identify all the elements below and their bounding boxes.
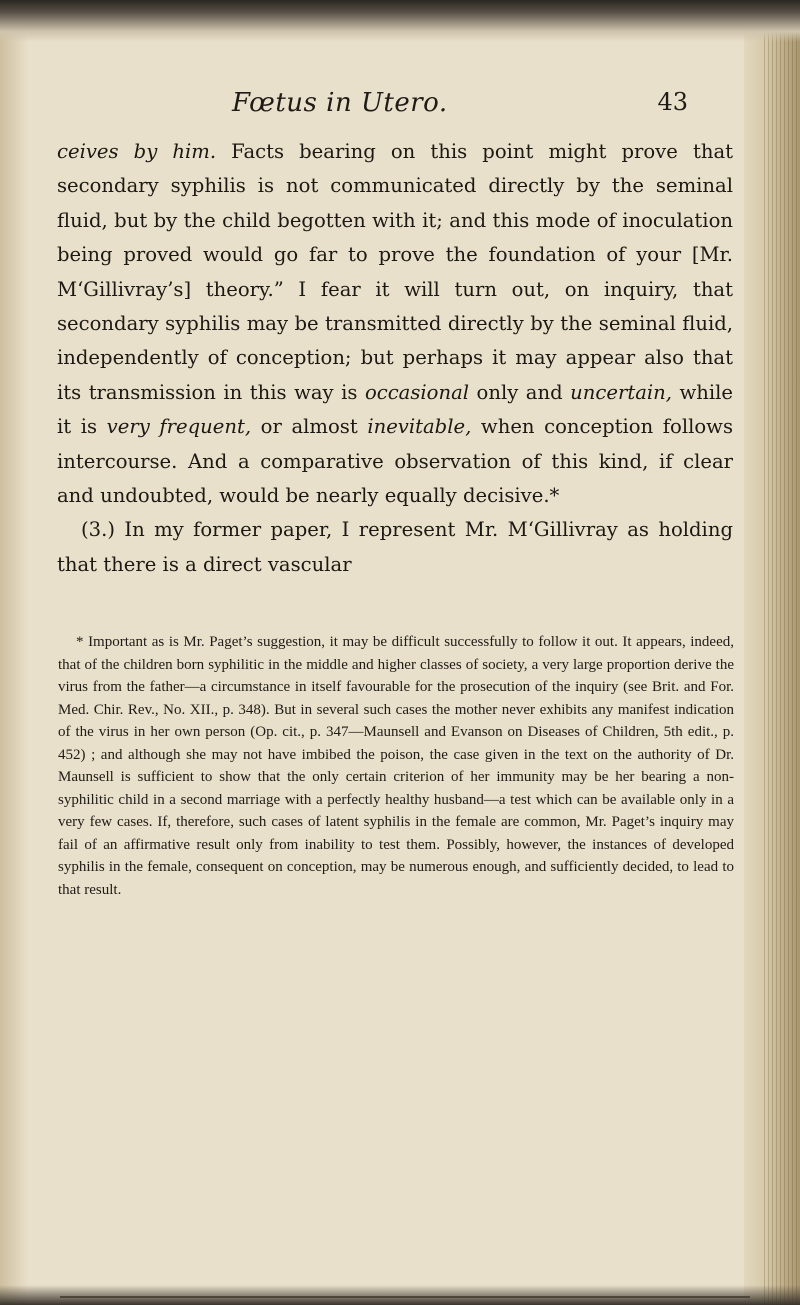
- bottom-shadow: [0, 1285, 800, 1305]
- page-number: 43: [657, 88, 688, 116]
- running-head: [80, 88, 688, 128]
- text-run: while it is: [57, 380, 733, 439]
- italic-phrase: inevitable,: [367, 415, 472, 439]
- paragraph-1: [57, 135, 733, 513]
- text-run: only and: [469, 380, 571, 404]
- running-title: Fœtus in Utero.: [232, 88, 448, 118]
- footnote-text: * Important as is Mr. Paget’s suggestion, it may be difficult successfully to follow it out. It appears, indeed, that of the children born syphilitic in the middle and higher classes of society, a very large proportion derive the virus from the father—a circumstance in itself favourable for the prosecution of the inquiry (see Brit. and For. Med. Chir. Rev., No. XII., p. 348). But in several such cases the mother never exhibits any manifest indication of the virus in her own person (Op. cit., p. 347—Maunsell and Evanson on Diseases of Children, 5th edit., p. 452) ; and although she may not have imbibed the poison, the case given in the text on the authority of Dr. Maunsell is sufficient to show that the only certain criterion of her immunity may be her bearing a non-syphilitic child in a second marriage with a perfectly healthy husband—a test which can be available only in a very few cases. If, therefore, such cases of latent syphilis in the female are common, Mr. Paget’s inquiry may fail of an affirmative result only from inability to test them. Possibly, however, the instances of developed syphilis in the female, consequent on conception, may be numerous enough, and sufficiently decided, to lead to that result.: [58, 634, 734, 898]
- italic-phrase: uncertain,: [570, 380, 672, 404]
- italic-phrase: very frequent,: [106, 415, 252, 439]
- body-text: [57, 135, 733, 582]
- footnote: [58, 631, 734, 901]
- italic-phrase: occasional: [364, 380, 470, 404]
- italic-phrase: ceives by him.: [57, 140, 217, 163]
- gutter-shadow: [0, 0, 28, 1305]
- text-run: when conception follows intercourse. And a comparative observation of this kind, if clear and undoubted, would be nearly equally decisive.*: [57, 415, 733, 508]
- page-edge-lines: [764, 0, 800, 1305]
- text-run: Facts bearing on this point might prove that secondary syphilis is not communicated directly by the seminal fluid, but by the child begotten with it; and this mode of inoculation being proved would go far to prove the foundation of your [Mr. M‘Gillivray’s] theory.” I fear it will turn out, on inquiry, that secondary syphilis may be transmitted directly by the seminal fluid, independently of conception; but perhaps it may appear also that its transmission in this way is: [57, 140, 733, 404]
- paragraph-2: (3.) In my former paper, I represent Mr. M‘Gillivray as holding that there is a direct vascular: [57, 518, 733, 576]
- text-run: or almost: [251, 415, 368, 439]
- top-shadow: [0, 0, 800, 42]
